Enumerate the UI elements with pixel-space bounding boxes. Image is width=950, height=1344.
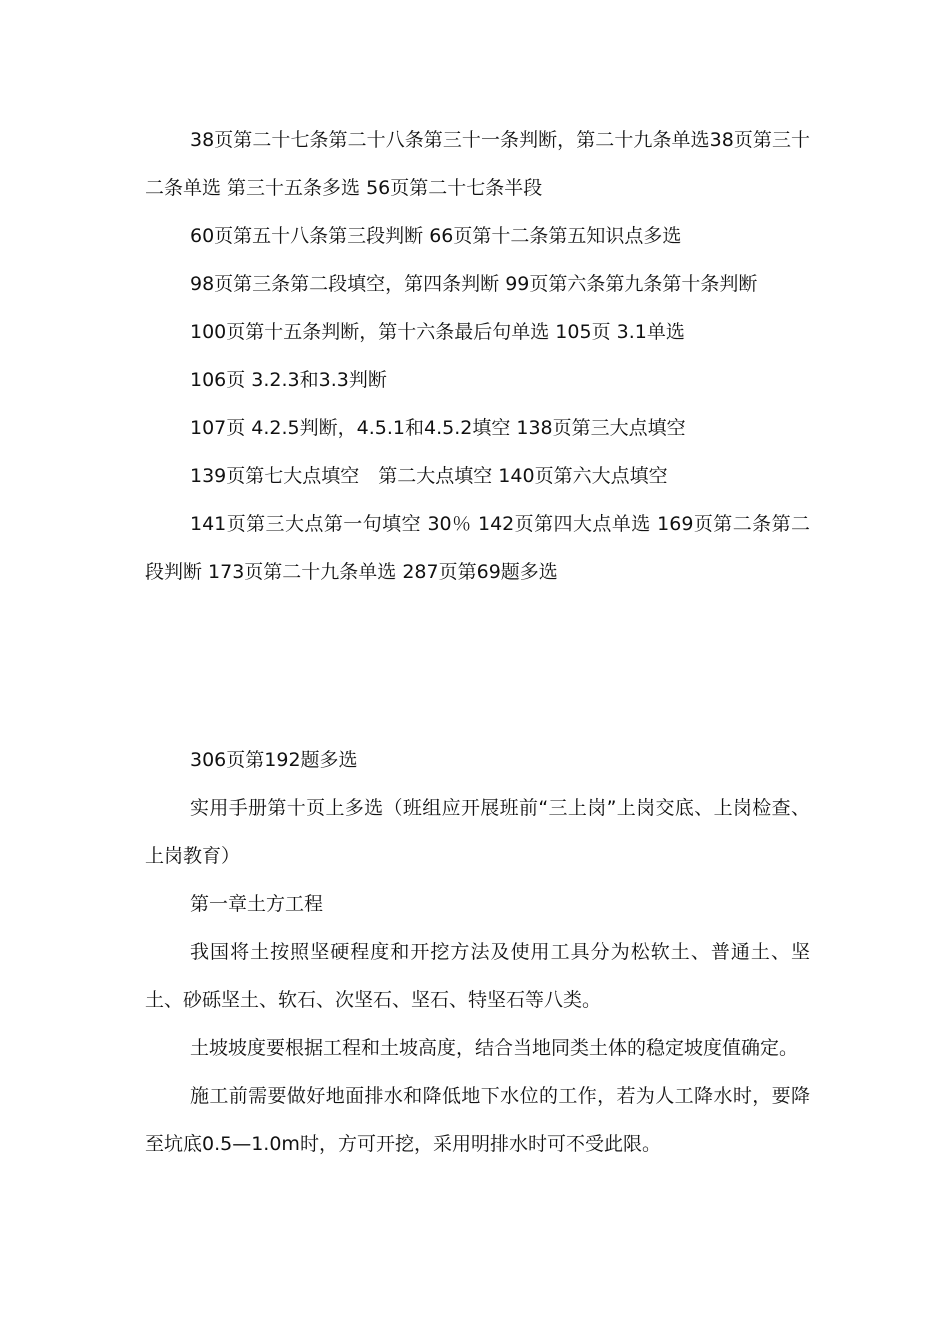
note-paragraph: 98页第三条第二段填空，第四条判断 99页第六条第九条第十条判断 (190, 273, 758, 295)
chapter-content (145, 736, 810, 1168)
note-paragraph: 38页第二十七条第二十八条第三十一条判断，第二十九条单选38页第三十二条单选 第三十五条多选 56页第二十七条半段 (145, 129, 810, 199)
body-paragraph: 我国将土按照坚硬程度和开挖方法及使用工具分为松软土、普通土、坚土、砂砾坚土、软石、次坚石、坚石、特坚石等八类。 (145, 941, 810, 1011)
note-paragraph: 139页第七大点填空 第二大点填空 140页第六大点填空 (190, 465, 668, 487)
note-paragraph: 306页第192题多选 (190, 749, 358, 771)
note-paragraph: 106页 3.2.3和3.3判断 (190, 369, 387, 391)
note-paragraph: 实用手册第十页上多选（班组应开展班前“三上岗”上岗交底、上岗检查、上岗教育） (145, 797, 810, 867)
note-paragraph: 100页第十五条判断，第十六条最后句单选 105页 3.1单选 (190, 321, 685, 343)
page-index-notes (145, 116, 810, 596)
note-paragraph: 60页第五十八条第三段判断 66页第十二条第五知识点多选 (190, 225, 682, 247)
body-paragraph: 土坡坡度要根据工程和土坡高度，结合当地同类土体的稳定坡度值确定。 (190, 1037, 799, 1059)
body-paragraph: 施工前需要做好地面排水和降低地下水位的工作，若为人工降水时，要降至坑底0.5—1.0m时，方可开挖，采用明排水时可不受此限。 (145, 1085, 810, 1155)
note-paragraph: 107页 4.2.5判断，4.5.1和4.5.2填空 138页第三大点填空 (190, 417, 686, 439)
chapter-heading: 第一章土方工程 (190, 893, 324, 915)
note-paragraph: 141页第三大点第一句填空 30％ 142页第四大点单选 169页第二条第二段判断 173页第二十九条单选 287页第69题多选 (145, 513, 810, 583)
